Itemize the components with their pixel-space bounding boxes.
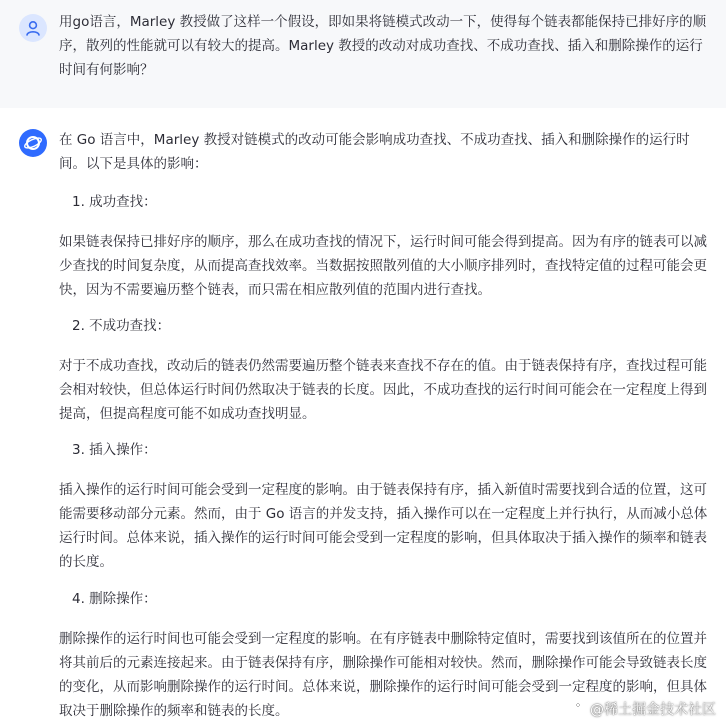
user-icon — [24, 19, 42, 37]
section-body-insert: 插入操作的运行时间可能会受到一定程度的影响。由于链表保持有序，插入新值时需要找到合适的位置，这可能需要移动部分元素。然而，由于 Go 语言的并发支持，插入操作可以在一定程度上并行执行，从而减小总体运行时间。总体来说，插入操作的运行时间可能会受到一定程度的影响，但具体取决于插入操作的频率和链表的长度。 — [59, 482, 708, 570]
ai-avatar — [19, 129, 47, 157]
section-heading-success-search: 1. 成功查找： — [72, 194, 157, 210]
ai-logo-icon — [23, 133, 43, 153]
answer-intro: 在 Go 语言中，Marley 教授对链模式的改动可能会影响成功查找、不成功查找、插入和删除操作的运行时间。以下是具体的影响： — [59, 132, 690, 172]
section-heading-insert: 3. 插入操作： — [72, 442, 157, 458]
ai-answer-block — [0, 108, 726, 724]
user-avatar — [19, 14, 47, 42]
section-heading-unsuccessful-search: 2. 不成功查找： — [72, 318, 171, 334]
watermark — [570, 699, 716, 719]
section-body-unsuccessful-search: 对于不成功查找，改动后的链表仍然需要遍历整个链表来查找不存在的值。由于链表保持有序，查找过程可能会相对较快，但总体运行时间仍然取决于链表的长度。因此，不成功查找的运行时间可能会在一定程度上得到提高，但提高程度可能不如成功查找明显。 — [59, 358, 707, 422]
section-body-success-search: 如果链表保持已排好序的顺序，那么在成功查找的情况下，运行时间可能会得到提高。因为有序的链表可以减少查找的时间复杂度，从而提高查找效率。当数据按照散列值的大小顺序排列时，查找特定值的过程可能会更快，因为不需要遍历整个链表，而只需在相应散列值的范围内进行查找。 — [59, 234, 707, 298]
watermark-text: @稀土掘金技术社区 — [590, 702, 716, 718]
juejin-logo-icon — [570, 701, 586, 717]
section-body-delete: 删除操作的运行时间也可能会受到一定程度的影响。在有序链表中删除特定值时，需要找到该值所在的位置并将其前后的元素连接起来。由于链表保持有序，删除操作可能相对较快。然而，删除操作可能会导致链表长度的变化，从而影响删除操作的运行时间。总体来说，删除操作的运行时间可能会受到一定程度的影响，但具体取决于删除操作的频率和链表的长度。 — [59, 631, 707, 719]
section-heading-delete: 4. 删除操作： — [72, 591, 157, 607]
user-question-block — [0, 0, 726, 108]
question-text: 用go语言，Marley 教授做了这样一个假设，即如果将链模式改动一下，使得每个链表都能保持已排好序的顺序，散列的性能就可以有较大的提高。Marley 教授的改动对成功查找、不成功查找、插入和删除操作的运行时间有何影响？ — [59, 14, 707, 78]
